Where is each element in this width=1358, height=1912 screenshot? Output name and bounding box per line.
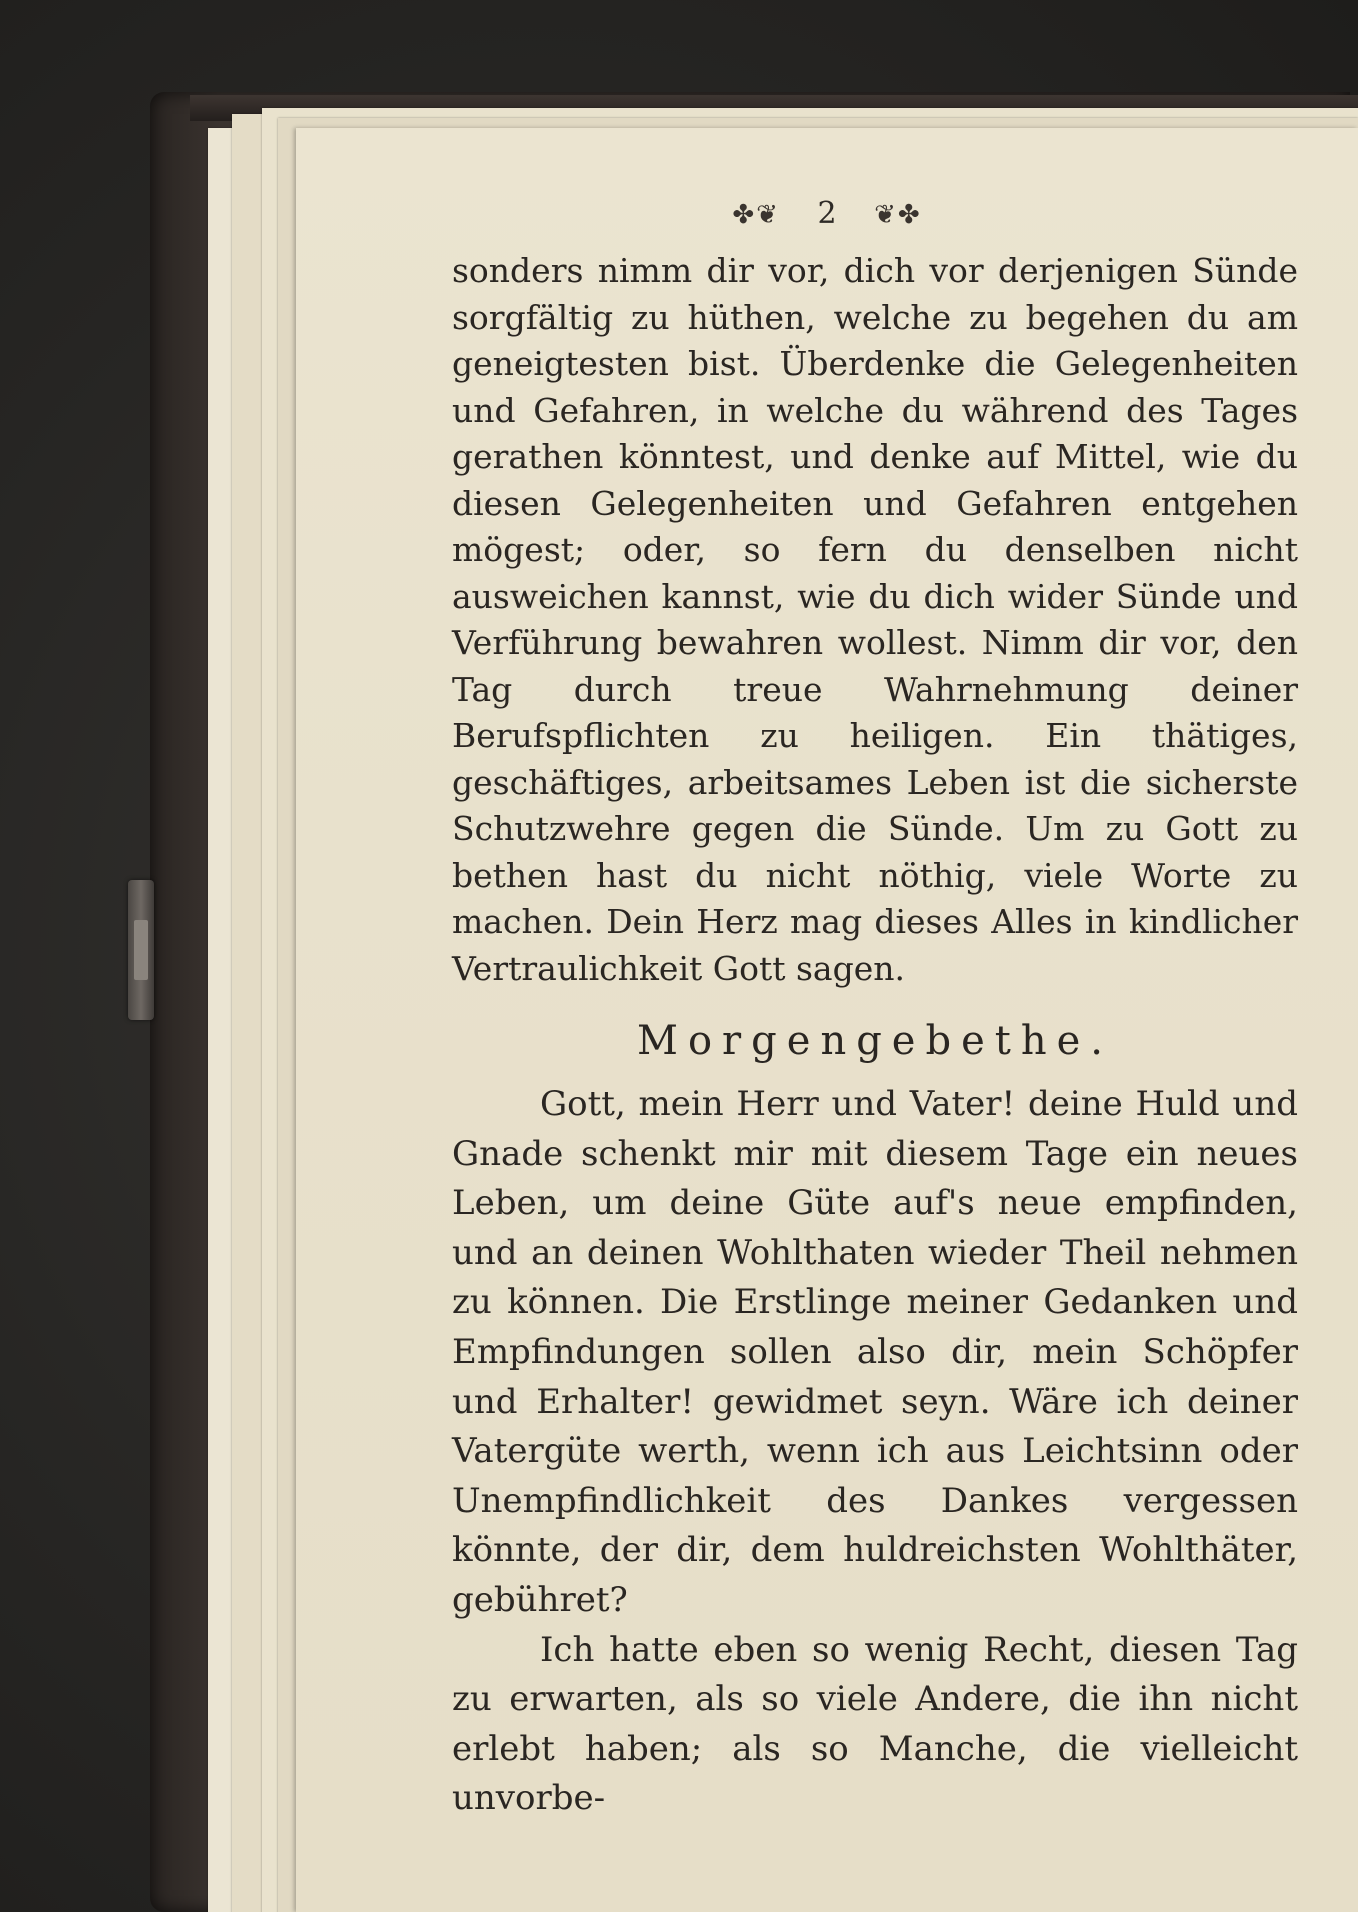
section-heading: Morgengebethe. <box>637 1018 1113 1064</box>
page-header <box>296 196 1358 231</box>
paragraph-3: Ich hatte eben so wenig Recht, diesen Tag zu erwarten, als so viele Andere, die ihn nicht erlebt haben; als so Manche, die vielleicht unvorbe- <box>452 1629 1298 1819</box>
page-text <box>452 248 1298 1824</box>
ornament-left: ✤❦ <box>732 200 780 230</box>
paragraph-2: Gott, mein Herr und Vater! deine Huld und Gnade schenkt mir mit diesem Tage ein neues Leben, um deine Güte auf's neue empfinden, und an deinen Wohlthaten wieder Theil nehmen zu können. Die Erstlinge meiner Gedanken und Empfindungen sollen also dir, mein Schöpfer und Erhalter! gewidmet seyn. Wäre ich deiner Vatergüte werth, wenn ich aus Leichtsinn oder Unempfindlichkeit des Dankes vergessen könnte, der dir, dem huldreichsten Wohlthäter, gebühret? <box>452 1084 1298 1620</box>
ornament-right: ❦✤ <box>874 200 922 230</box>
page-number: 2 <box>817 196 837 231</box>
book-clasp <box>128 880 154 1020</box>
paragraph-1: sonders nimm dir vor, dich vor derjenigen Sünde sorgfältig zu hüthen, welche zu begehen du am geneigtesten bist. Überdenke die Gelegenheiten und Gefahren, in welche du während des Tages gerathen könntest, und denke auf Mittel, wie du diesen Gelegenheiten und Gefahren entgehen mögest; oder, so fern du denselben nicht ausweichen kannst, wie du dich wider Sünde und Verführung bewahren wollest. Nimm dir vor, den Tag durch treue Wahrnehmung deiner Berufspflichten zu heiligen. Ein thätiges, geschäftiges, arbeitsames Leben ist die sicherste Schutzwehre gegen die Sünde. Um zu Gott zu bethen hast du nicht nöthig, viele Worte zu machen. Dein Herz mag dieses Alles in kindlicher Vertraulichkeit Gott sagen. <box>452 251 1298 988</box>
